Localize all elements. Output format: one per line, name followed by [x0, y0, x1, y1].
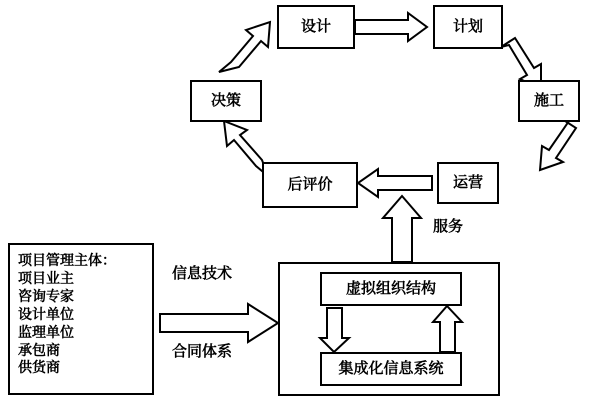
arrow-control-down — [320, 308, 349, 352]
cycle-node-construction-label: 施工 — [533, 91, 564, 110]
cycle-node-decision-label: 决策 — [210, 91, 241, 110]
subject-item-contractor: 承包商 — [18, 342, 60, 359]
subject-item-design-unit: 设计单位 — [18, 306, 74, 323]
cycle-node-post-evaluation-label: 后评价 — [287, 175, 333, 194]
cycle-node-operation-label: 运营 — [452, 173, 483, 192]
virtual-organization-label: 虚拟组织结构 — [345, 279, 436, 298]
arrow-support-up — [433, 306, 462, 352]
label-service: 服务 — [433, 217, 464, 235]
label-information-technology: 信息技术 — [172, 264, 233, 282]
subject-item-supplier: 供货商 — [18, 360, 60, 377]
cycle-node-plan-label: 计划 — [452, 17, 483, 36]
subject-item-owner: 项目业主 — [18, 270, 74, 287]
label-contract-system: 合同体系 — [172, 342, 233, 360]
cycle-node-design-label: 设计 — [300, 17, 331, 36]
subject-item-consultant: 咨询专家 — [18, 288, 74, 305]
integrated-information-system-label: 集成化信息系统 — [338, 359, 444, 378]
subject-item-supervision-unit: 监理单位 — [18, 324, 74, 341]
subject-heading: 项目管理主体： — [18, 253, 116, 269]
